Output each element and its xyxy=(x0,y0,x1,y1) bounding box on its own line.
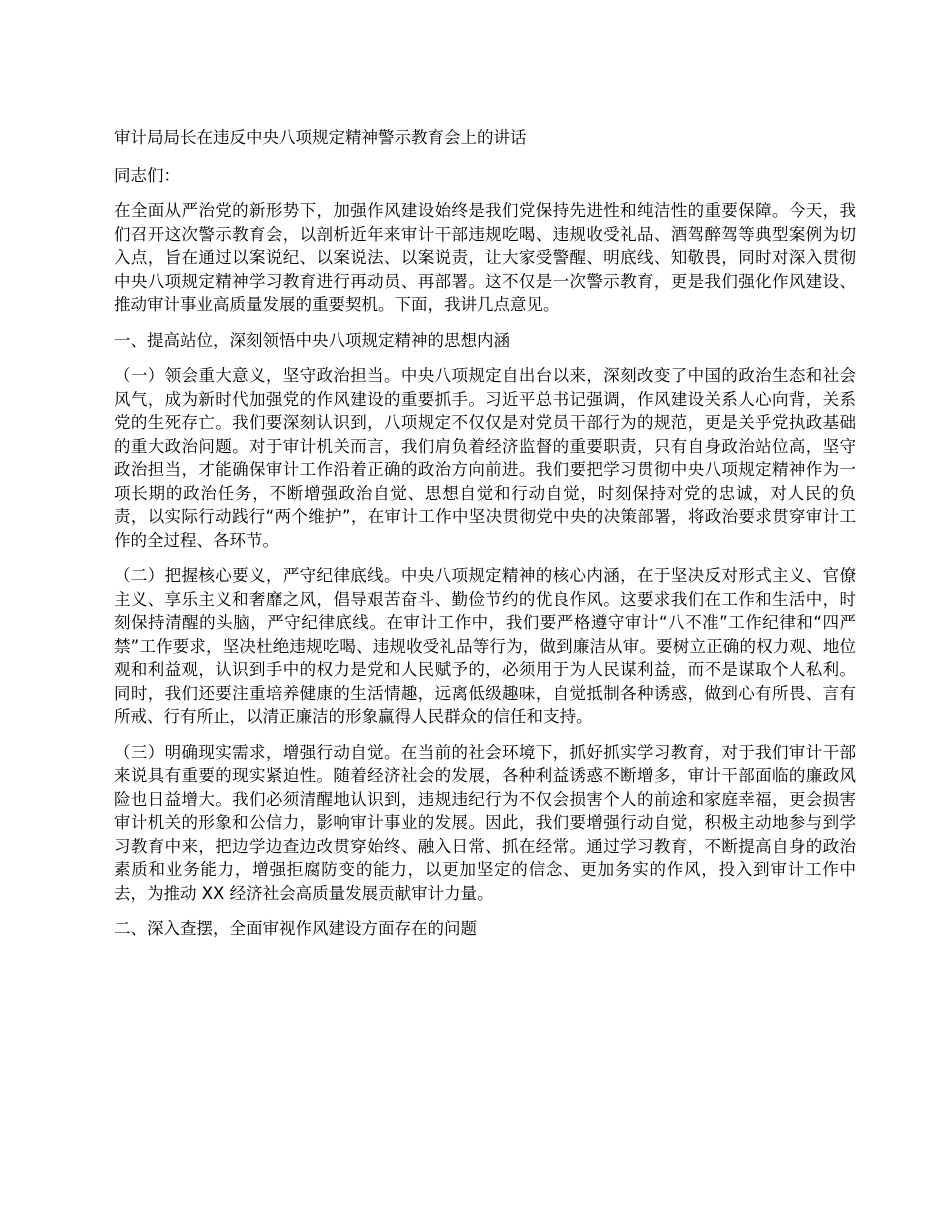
section-2-heading: 二、深入查摆，全面审视作风建设方面存在的问题 xyxy=(114,919,477,938)
salutation: 同志们： xyxy=(114,165,180,185)
section-1-paragraph-3: （三）明确现实需求，增强行动自觉。在当前的社会环境下，抓好抓实学习教育，对于我们审计干部来说具有重要的现实紧迫性。随着经济社会的发展，各种利益诱惑不断增多，审计干部面临的廉政风险也日益增大。我们必须清醒地认识到，违规违纪行为不仅会损害个人的前途和家庭幸福，更会损害审计机关的形象和公信力，影响审计事业的发展。因此，我们要增强行动自觉，积极主动地参与到学习教育中来，把边学边查边改贯穿始终、融入日常、抓在经常。通过学习教育，不断提高自身的政治素质和业务能力，增强拒腐防变的能力，以更加坚定的信念、更加务实的作风，投入到审计工作中去，为推动 XX 经济社会高质量发展贡献审计力量。 xyxy=(114,742,856,903)
intro-paragraph: 在全面从严治党的新形势下，加强作风建设始终是我们党保持先进性和纯洁性的重要保障。今天，我们召开这次警示教育会，以剖析近年来审计干部违规吃喝、违规收受礼品、酒驾醉驾等典型案例为切入点，旨在通过以案说纪、以案说法、以案说责，让大家受警醒、明底线、知敬畏，同时对深入贯彻中央八项规定精神学习教育进行再动员、再部署。这不仅是一次警示教育，更是我们强化作风建设、推动审计事业高质量发展的重要契机。下面，我讲几点意见。 xyxy=(114,201,856,314)
document-title: 审计局局长在违反中央八项规定精神警示教育会上的讲话 xyxy=(114,128,527,147)
section-1-paragraph-1: （一）领会重大意义，坚守政治担当。中央八项规定自出台以来，深刻改变了中国的政治生态和社会风气，成为新时代加强党的作风建设的重要抓手。习近平总书记强调，作风建设关系人心向背，关系党的生死存亡。我们要深刻认识到，八项规定不仅仅是对党员干部行为的规范，更是关乎党执政基础的重大政治问题。对于审计机关而言，我们肩负着经济监督的重要职责，只有自身政治站位高，坚守政治担当，才能确保审计工作沿着正确的政治方向前进。我们要把学习贯彻中央八项规定精神作为一项长期的政治任务，不断增强政治自觉、思想自觉和行动自觉，时刻保持对党的忠诚，对人民的负责，以实际行动践行“两个维护”，在审计工作中坚决贯彻党中央的决策部署，将政治要求贯穿审计工作的全过程、各环节。 xyxy=(114,366,856,550)
section-1-heading: 一、提高站位，深刻领悟中央八项规定精神的思想内涵 xyxy=(114,330,510,350)
section-1-paragraph-2: （二）把握核心要义，严守纪律底线。中央八项规定精神的核心内涵，在于坚决反对形式主义、官僚主义、享乐主义和奢靡之风，倡导艰苦奋斗、勤俭节约的优良作风。这要求我们在工作和生活中，时刻保持清醒的头脑，严守纪律底线。在审计工作中，我们要严格遵守审计“八不准”工作纪律和“四严禁”工作要求，坚决杜绝违规吃喝、违规收受礼品等行为，做到廉洁从审。要树立正确的权力观、地位观和利益观，认识到手中的权力是党和人民赋予的，必须用于为人民谋利益，而不是谋取个人私利。同时，我们还要注重培养健康的生活情趣，远离低级趣味，自觉抵制各种诱惑，做到心有所畏、言有所戒、行有所止，以清正廉洁的形象赢得人民群众的信任和支持。 xyxy=(114,566,856,726)
document-page xyxy=(114,126,856,953)
